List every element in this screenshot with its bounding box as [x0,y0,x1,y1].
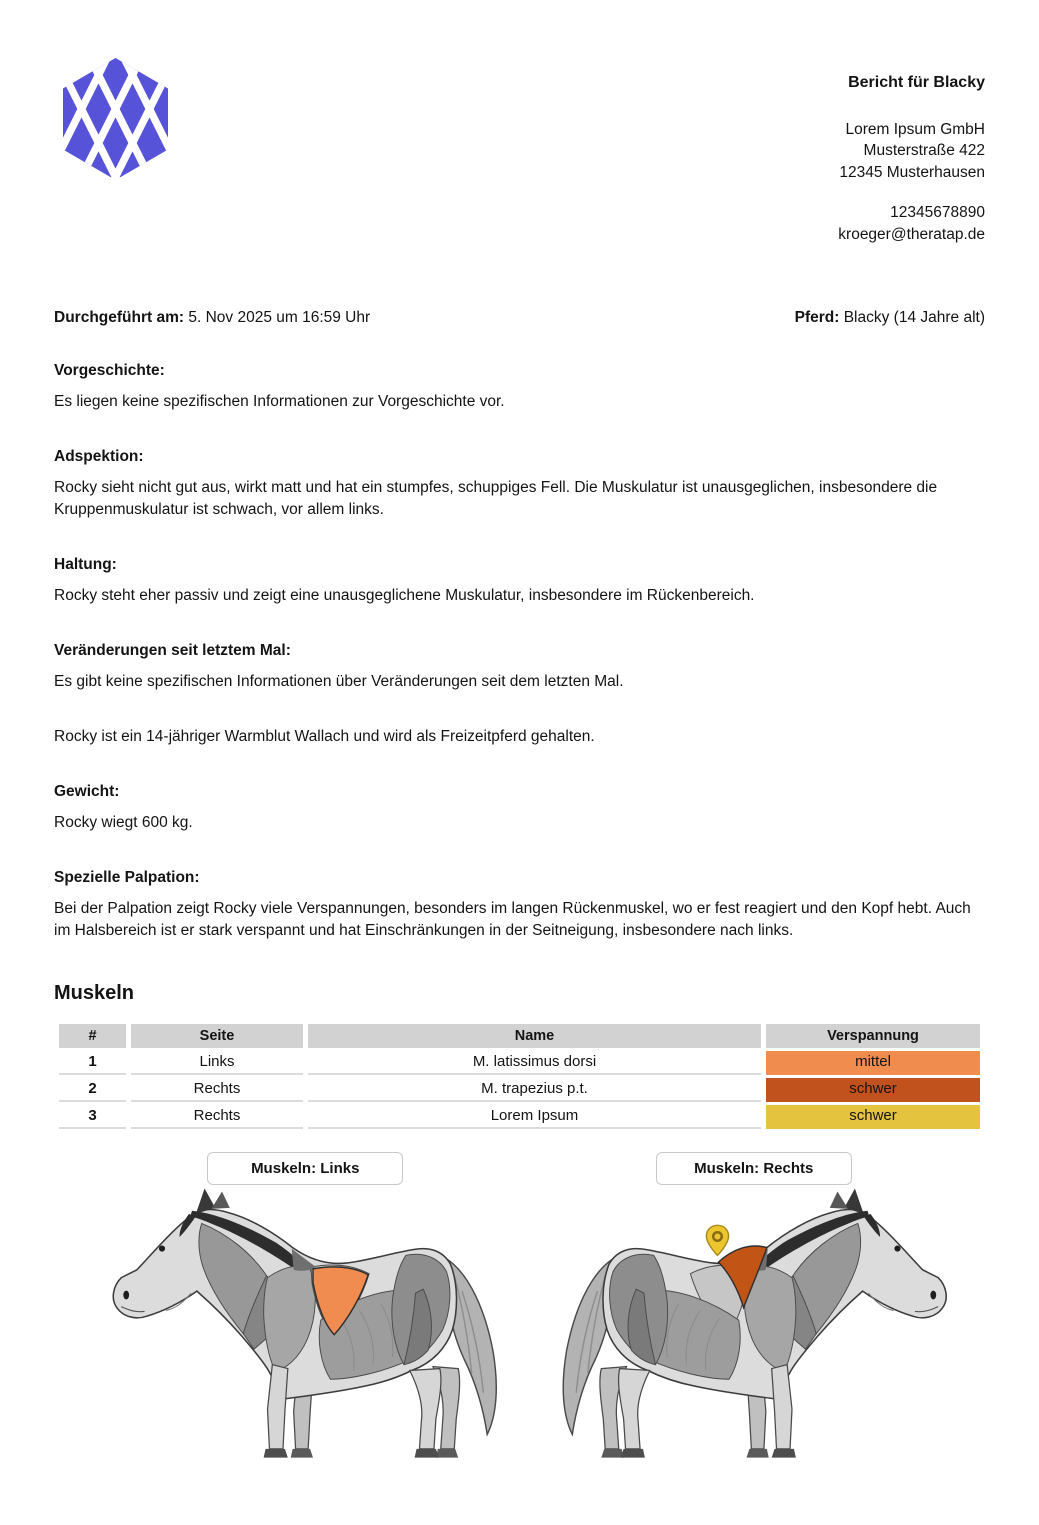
section-text: Rocky ist ein 14-jähriger Warmblut Wallach und wird als Freizeitpferd gehalten. [54,728,595,745]
performed-at-value: 5. Nov 2025 um 16:59 Uhr [188,309,371,326]
section-haltung [54,554,985,607]
table-row [59,1105,980,1129]
cell-side: Links [131,1051,303,1075]
location-pin-icon [706,1225,728,1255]
section-gewicht [54,781,985,834]
report-header [54,58,985,245]
cell-name: Lorem Ipsum [308,1105,761,1129]
company-address [838,119,985,184]
figure-muscles-left [102,1152,509,1465]
performed-at [54,309,370,327]
horse-diagram-left [102,1175,509,1465]
cell-name: M. latissimus dorsi [308,1051,761,1075]
horse-label: Pferd: [794,309,840,326]
company-phone: 12345678890 [890,204,985,221]
col-header-name: Name [308,1024,761,1048]
meta-row [54,309,985,327]
table-header-row [59,1024,980,1048]
report-title: Bericht für Blacky [848,74,985,91]
section-text: Es liegen keine spezifischen Informationen zur Vorgeschichte vor. [54,393,505,410]
section-text: Rocky wiegt 600 kg. [54,814,193,831]
col-header-num: # [59,1024,126,1048]
figure-label-right: Muskeln: Rechts [656,1152,852,1185]
company-city: 12345 Musterhausen [839,163,985,181]
hexagon-lattice-logo-icon [63,58,168,180]
section-text: Bei der Palpation zeigt Rocky viele Verspannungen, besonders im langen Rückenmuskel, wo er fest reagiert und den Kopf hebt. Auch im Halsbereich ist er stark verspannt und hat Einschränkungen in der Seitneigung, insbesondere nach links. [54,900,971,939]
report-body [54,360,985,1465]
horse-info [795,309,985,327]
section-heading: Vorgeschichte: [54,362,165,379]
horse-value: Blacky (14 Jahre alt) [843,309,985,326]
company-street: Musterstraße 422 [863,142,985,159]
company-email: kroeger@theratap.de [838,225,985,243]
figure-label-left: Muskeln: Links [207,1152,403,1185]
cell-num: 2 [59,1078,126,1102]
performed-at-label: Durchgeführt am: [54,309,185,326]
tension-badge: schwer [766,1105,980,1129]
horse-diagram-right [551,1175,958,1465]
section-vorgeschichte [54,360,985,413]
cell-num: 3 [59,1105,126,1129]
company-name: Lorem Ipsum GmbH [845,120,985,138]
cell-num: 1 [59,1051,126,1075]
cell-name: M. trapezius p.t. [308,1078,761,1102]
section-heading: Gewicht: [54,783,120,800]
col-header-side: Seite [131,1024,303,1048]
muscle-figures [102,1152,957,1465]
section-text: Rocky steht eher passiv und zeigt eine unausgeglichene Muskulatur, insbesondere im Rückenbereich. [54,587,755,604]
section-palpation [54,867,985,942]
cell-side: Rechts [131,1078,303,1102]
section-heading: Veränderungen seit letztem Mal: [54,642,291,659]
table-row [59,1078,980,1102]
cell-side: Rechts [131,1105,303,1129]
muscles-table [54,1021,985,1132]
col-header-level: Verspannung [766,1024,980,1048]
section-veraenderungen [54,640,985,693]
muscles-heading: Muskeln [54,982,135,1004]
table-row [59,1051,980,1075]
section-allgemein [54,726,985,748]
figure-muscles-right [551,1152,958,1465]
tension-badge: mittel [766,1051,980,1075]
company-contact [838,202,985,245]
company-logo [63,58,168,180]
section-adspektion [54,446,985,521]
section-text: Es gibt keine spezifischen Informationen über Veränderungen seit dem letzten Mal. [54,673,624,690]
section-heading: Spezielle Palpation: [54,869,200,886]
tension-badge: schwer [766,1078,980,1102]
section-heading: Haltung: [54,556,117,573]
section-heading: Adspektion: [54,448,144,465]
section-text: Rocky sieht nicht gut aus, wirkt matt und hat ein stumpfes, schuppiges Fell. Die Muskulatur ist unausgeglichen, insbesondere die Kruppenmuskulatur ist schwach, vor allem links. [54,479,938,518]
